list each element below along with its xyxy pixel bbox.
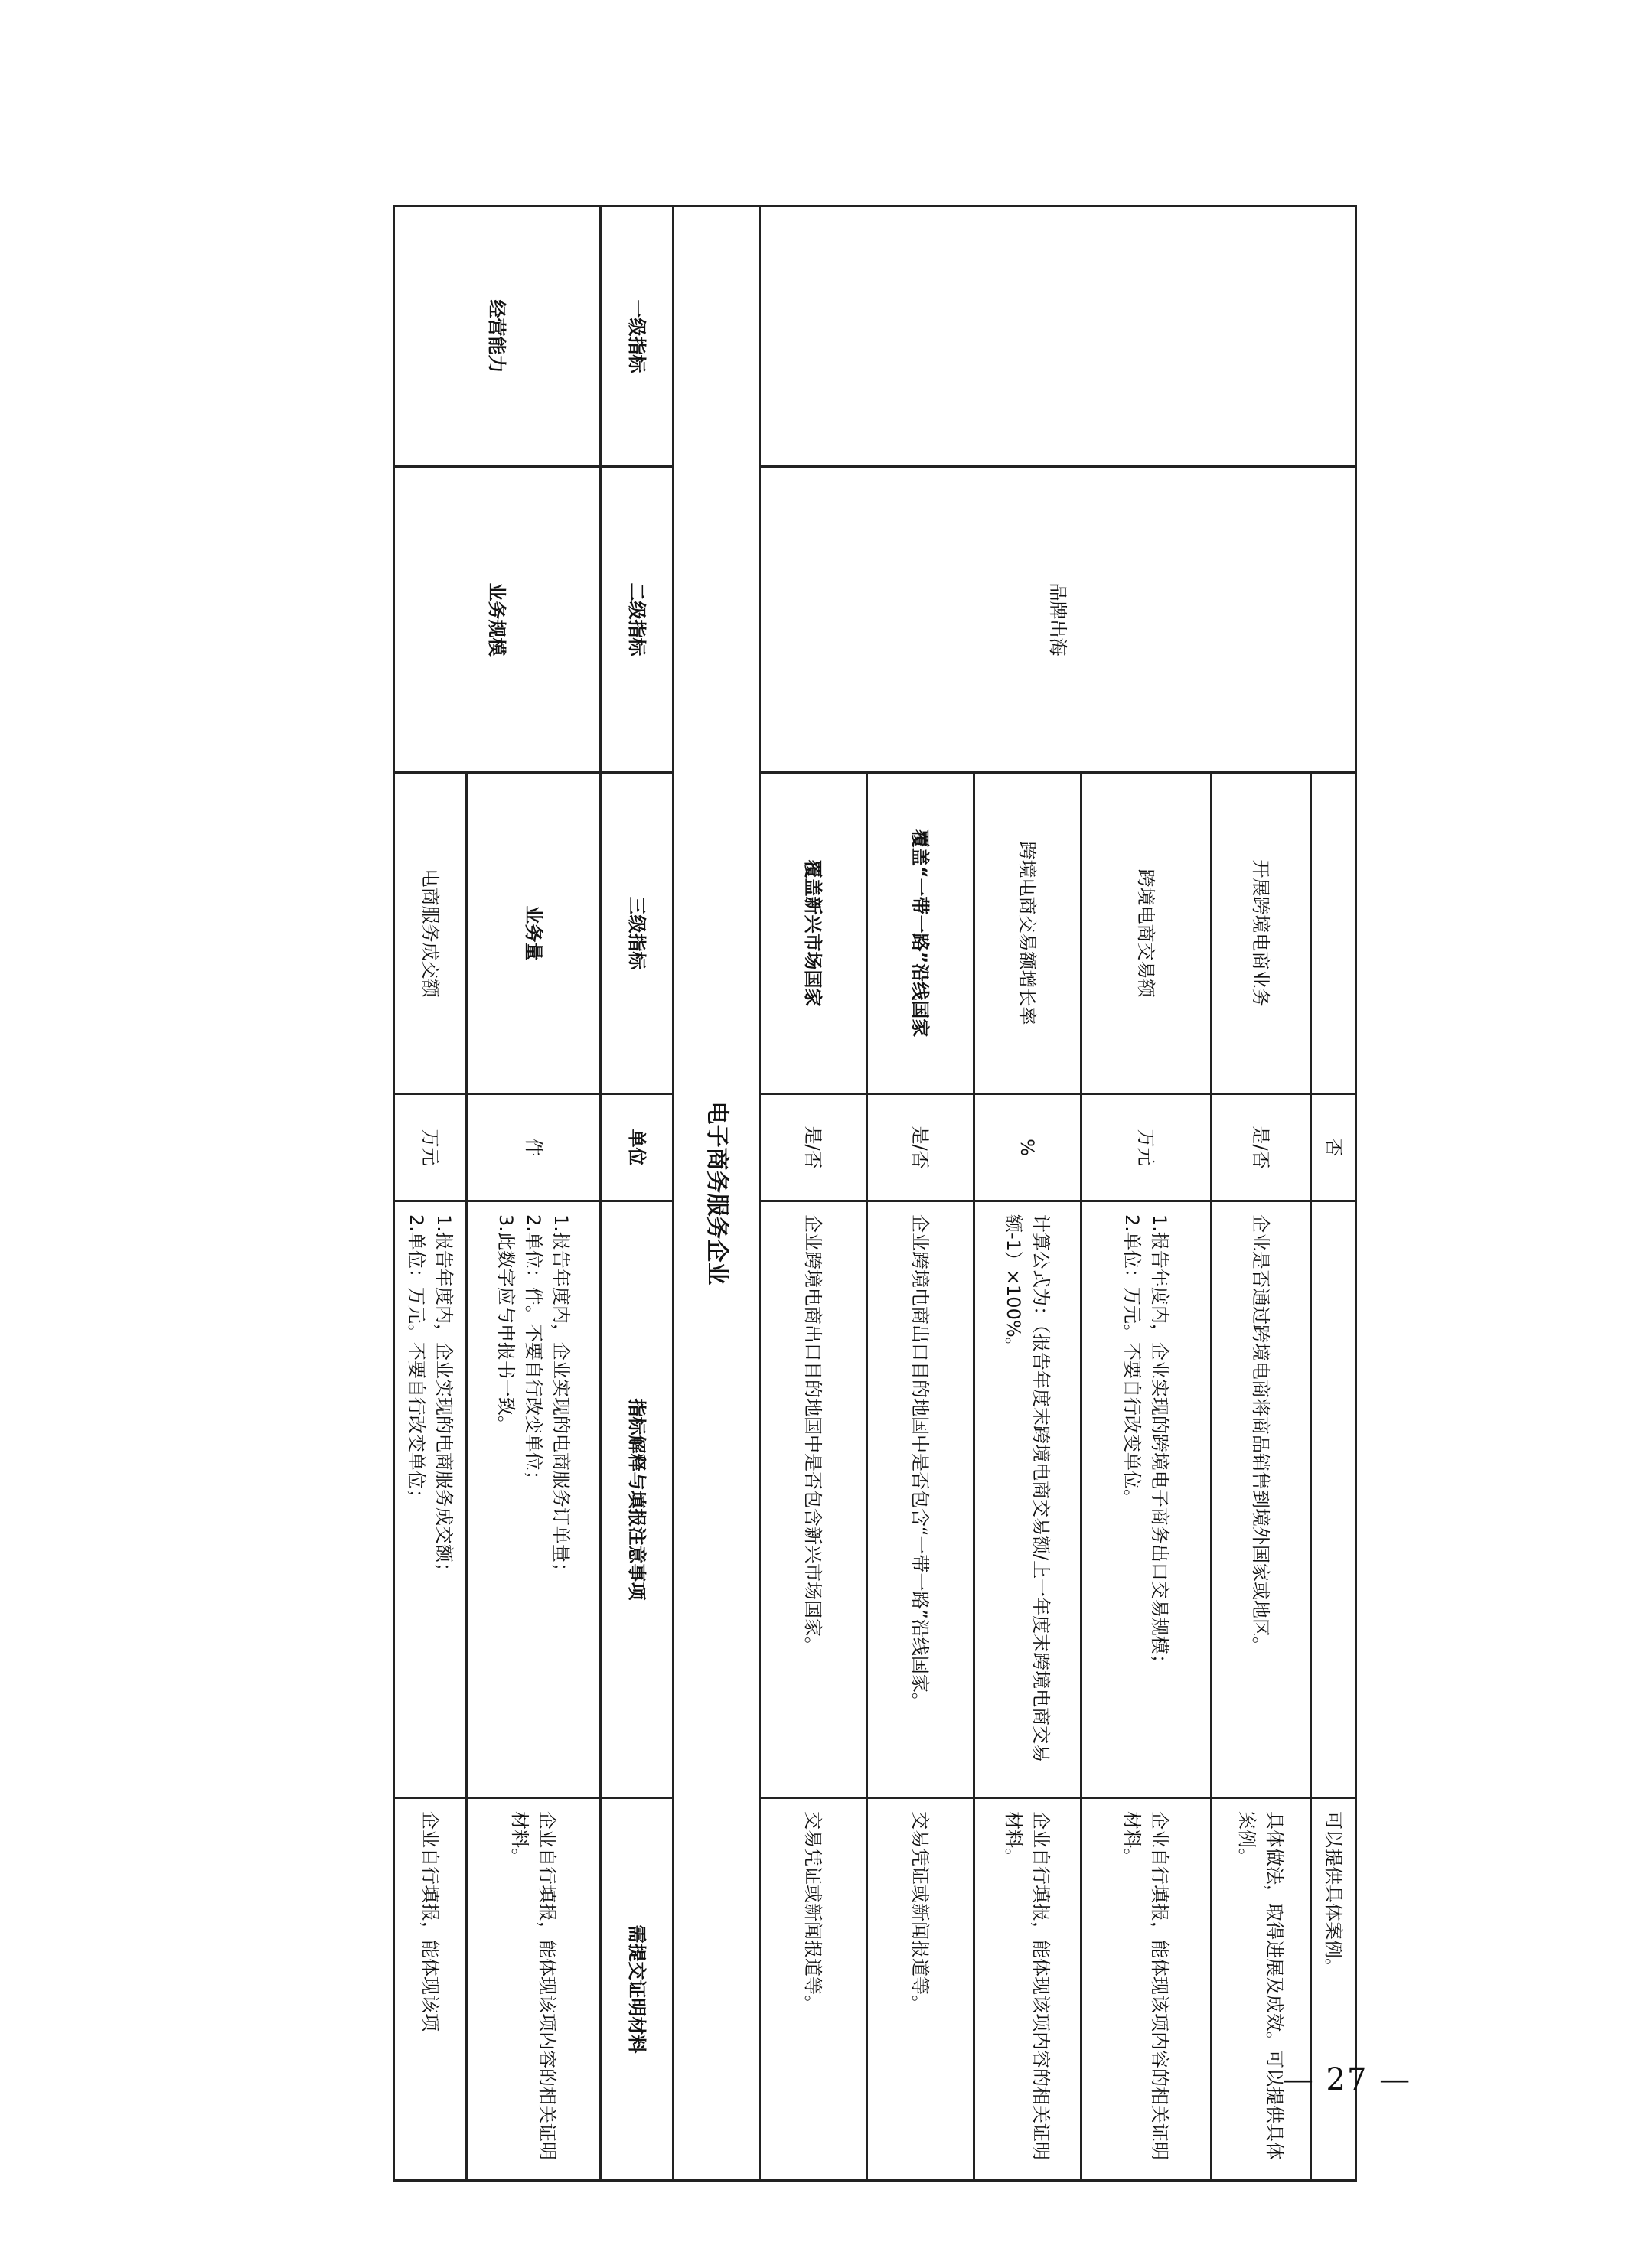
materials-cell: 企业自行填报，能体现该项 xyxy=(394,1798,467,2181)
unit-cell: 是/否 xyxy=(1212,1094,1311,1201)
header-level1: 一级指标 xyxy=(601,207,674,467)
unit-cell: 是/否 xyxy=(867,1094,974,1201)
level2-cell: 业务规模 xyxy=(394,467,601,773)
header-level2: 二级指标 xyxy=(601,467,674,773)
explain-cell: 1.报告年度内，企业实现的电商服务订单量； 2.单位：件。不要自行改变单位； 3.此数字应与申报书一致。 xyxy=(467,1201,601,1798)
level3-cell: 业务量 xyxy=(467,773,601,1094)
level3-cell xyxy=(1311,773,1356,1094)
level1-cell-empty xyxy=(760,207,1356,467)
explain-cell xyxy=(1311,1201,1356,1798)
explain-cell: 企业跨境电商出口目的地国中是否包含“一带一路”沿线国家。 xyxy=(867,1201,974,1798)
level3-cell: 覆盖“一带一路”沿线国家 xyxy=(867,773,974,1094)
level3-cell: 覆盖新兴市场国家 xyxy=(760,773,867,1094)
header-row xyxy=(601,207,674,2181)
indicator-table xyxy=(393,205,1357,2182)
header-unit: 单位 xyxy=(601,1094,674,1201)
level2-cell-brand: 品牌出海 xyxy=(760,467,1356,773)
materials-cell: 可以提供具体案例。 xyxy=(1311,1798,1356,2181)
materials-cell: 企业自行填报，能体现该项内容的相关证明材料。 xyxy=(467,1798,601,2181)
unit-cell: % xyxy=(974,1094,1081,1201)
explain-cell: 1.报告年度内，企业实现的跨境电子商务出口交易规模； 2.单位：万元。不要自行改变单位。 xyxy=(1081,1201,1212,1798)
unit-cell: 万元 xyxy=(394,1094,467,1201)
unit-cell: 否 xyxy=(1311,1094,1356,1201)
materials-cell: 交易凭证或新闻报道等。 xyxy=(760,1798,867,2181)
materials-cell: 企业自行填报，能体现该项内容的相关证明材料。 xyxy=(1081,1798,1212,2181)
header-materials: 需提交证明材料 xyxy=(601,1798,674,2181)
materials-cell: 具体做法，取得进展及成效。可以提供具体案例。 xyxy=(1212,1798,1311,2181)
explain-cell: 企业是否通过跨境电商将商品销售到境外国家或地区。 xyxy=(1212,1201,1311,1798)
level1-cell: 经营能力 xyxy=(394,207,601,467)
section-row xyxy=(674,207,760,2181)
unit-cell: 是/否 xyxy=(760,1094,867,1201)
explain-cell: 1.报告年度内，企业实现的电商服务成交额； 2.单位：万元。不要自行改变单位； xyxy=(394,1201,467,1798)
explain-cell: 企业跨境电商出口目的地国中是否包含新兴市场国家。 xyxy=(760,1201,867,1798)
section-title: 电子商务服务企业 xyxy=(674,207,760,2181)
unit-cell: 件 xyxy=(467,1094,601,1201)
materials-cell: 企业自行填报，能体现该项内容的相关证明材料。 xyxy=(974,1798,1081,2181)
materials-cell: 交易凭证或新闻报道等。 xyxy=(867,1798,974,2181)
table-row xyxy=(1311,207,1356,2181)
unit-cell: 万元 xyxy=(1081,1094,1212,1201)
header-explain: 指标解释与填报注意事项 xyxy=(601,1201,674,1798)
explain-cell: 计算公式为：（报告年度末跨境电商交易额/上一年度末跨境电商交易额-1）×100%。 xyxy=(974,1201,1081,1798)
indicator-table-rotated xyxy=(335,205,1357,2179)
level3-cell: 电商服务成交额 xyxy=(394,773,467,1094)
level3-cell: 跨境电商交易额 xyxy=(1081,773,1212,1094)
level3-cell: 跨境电商交易额增长率 xyxy=(974,773,1081,1094)
level3-cell: 开展跨境电商业务 xyxy=(1212,773,1311,1094)
header-level3: 三级指标 xyxy=(601,773,674,1094)
page-number: — 27 — xyxy=(1282,2062,1412,2097)
table-row xyxy=(467,207,601,2181)
